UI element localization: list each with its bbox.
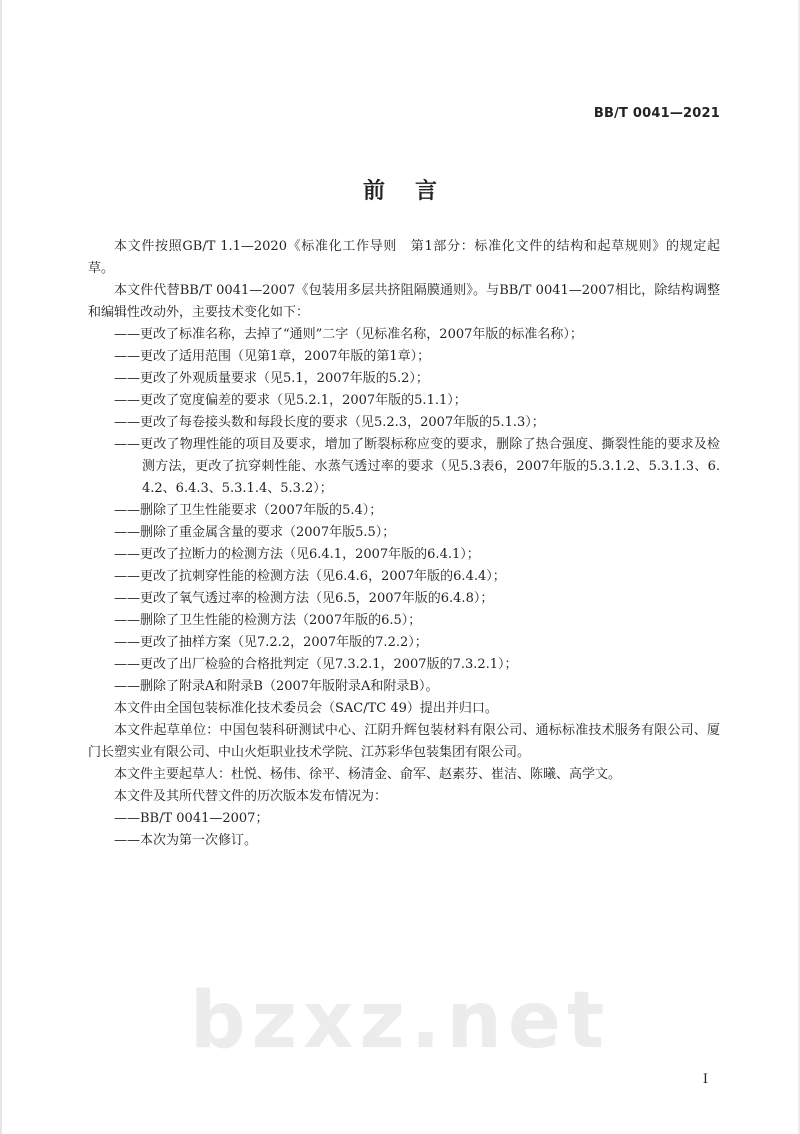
list-item: ——更改了拉断力的检测方法（见6.4.1，2007年版的6.4.1）； — [114, 547, 480, 562]
paragraph-drafting-basis: 本文件按照GB/T 1.1—2020《标准化工作导则 第1部分：标准化文件的结构和起草规则》的规定起草。 — [88, 239, 720, 276]
paragraph-drafting-units: 本文件起草单位：中国包装科研测试中心、江阴升辉包装材料有限公司、通标标准技术服务有限公司、厦门长塑实业有限公司、中山火炬职业技术学院、江苏彩华包装集团有限公司。 — [88, 723, 720, 760]
paragraph-replacement: 本文件代替BB/T 0041—2007《包装用多层共挤阻隔膜通则》。与BB/T 0041—2007相比，除结构调整和编辑性改动外，主要技术变化如下： — [88, 283, 720, 320]
paragraph-history-intro: 本文件及其所代替文件的历次版本发布情况为： — [114, 789, 388, 804]
list-item: ——更改了宽度偏差的要求（见5.2.1，2007年版的5.1.1）； — [114, 393, 467, 408]
list-item: ——更改了物理性能的项目及要求，增加了断裂标称应变的要求，删除了热合强度、撕裂性能的要求及检测方法，更改了抗穿刺性能、水蒸气透过率的要求（见5.3表6，2007年版的5.3.1.2、5.3.1.3、6.4.2、6.4.3、5.3.1.4、5.3.2）； — [114, 437, 720, 496]
list-item: ——本次为第一次修订。 — [114, 833, 258, 848]
document-body — [88, 236, 720, 852]
list-item: ——更改了抽样方案（见7.2.2，2007年版的7.2.2）； — [114, 635, 428, 650]
list-item: ——更改了每卷接头数和每段长度的要求（见5.2.3，2007年版的5.1.3）； — [114, 415, 545, 430]
list-item: ——更改了适用范围（见第1章，2007年版的第1章）； — [114, 349, 431, 364]
list-item: ——删除了卫生性能的检测方法（2007年版的6.5）； — [114, 613, 422, 628]
watermark: bzxz.net — [189, 976, 611, 1066]
list-item: ——删除了重金属含量的要求（2007年版5.5）； — [114, 525, 396, 540]
list-item: ——删除了卫生性能要求（2007年版的5.4）； — [114, 503, 383, 518]
standard-code: BB/T 0041—2021 — [593, 106, 720, 121]
changes-list — [88, 324, 720, 698]
list-item: ——更改了抗刺穿性能的检测方法（见6.4.6，2007年版的6.4.4）； — [114, 569, 506, 584]
list-item: ——更改了出厂检验的合格批判定（见7.3.2.1，2007版的7.3.2.1）； — [114, 657, 518, 672]
paragraph-drafters: 本文件主要起草人：杜悦、杨伟、徐平、杨清金、俞军、赵素芬、崔洁、陈曦、高学文。 — [114, 767, 622, 782]
history-list — [88, 808, 720, 852]
list-item: ——更改了标准名称，去掉了“通则”二字（见标准名称，2007年版的标准名称）； — [114, 327, 583, 342]
page-number: I — [702, 1072, 708, 1087]
list-item: ——BB/T 0041—2007； — [114, 811, 269, 826]
list-item: ——更改了外观质量要求（见5.1，2007年版的5.2）； — [114, 371, 429, 386]
paragraph-proposer: 本文件由全国包装标准化技术委员会（SAC/TC 49）提出并归口。 — [114, 701, 498, 716]
page-title: 前言 — [362, 179, 467, 204]
list-item: ——更改了氧气透过率的检测方法（见6.5，2007年版的6.4.8）； — [114, 591, 494, 606]
list-item: ——删除了附录A和附录B（2007年版附录A和附录B）。 — [114, 679, 439, 694]
